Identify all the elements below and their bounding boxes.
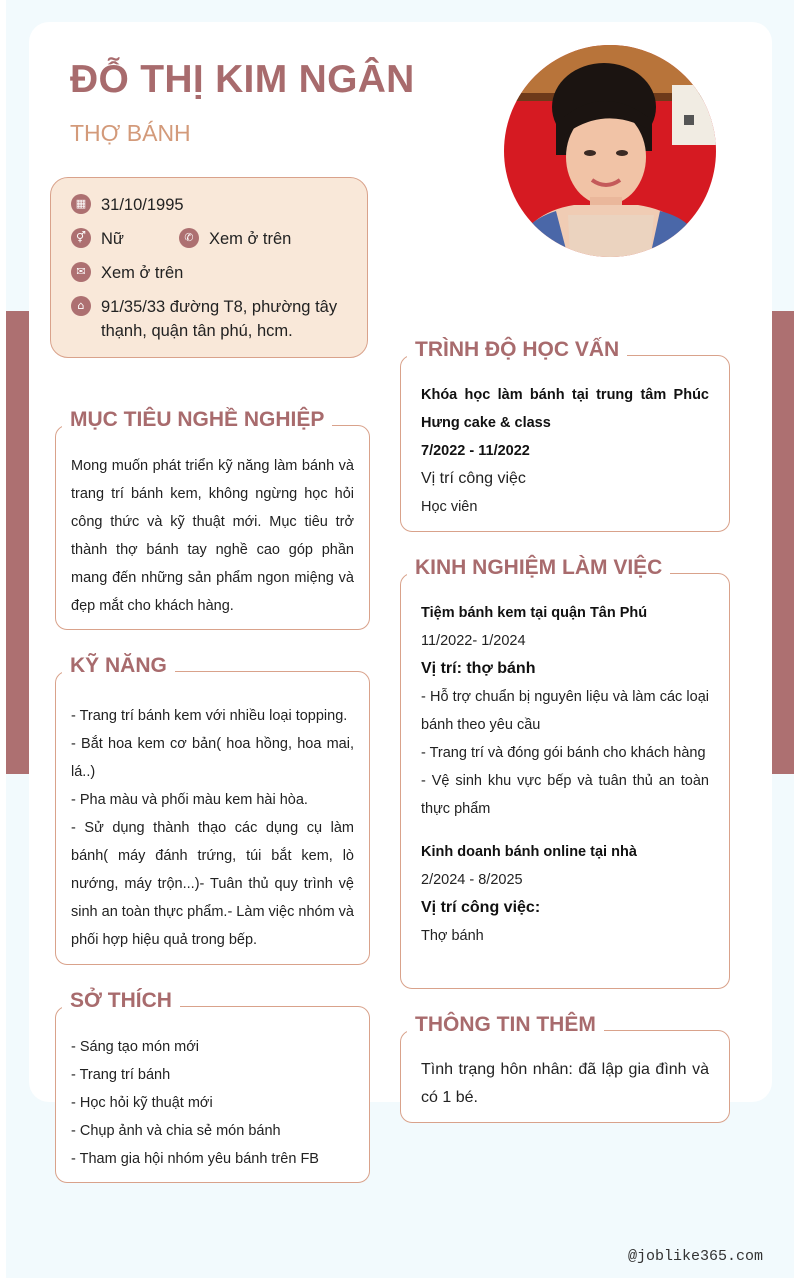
hobbies-section xyxy=(55,989,370,1183)
skill-item: - Pha màu và phối màu kem hài hòa. xyxy=(71,792,308,808)
skill-item: - Bắt hoa kem cơ bản( hoa hồng, hoa mai, lá..) xyxy=(71,736,354,780)
skills-list xyxy=(71,702,354,954)
avatar-illustration xyxy=(504,45,716,257)
email-text: Xem ở trên xyxy=(101,264,184,282)
education-school: Khóa học làm bánh tại trung tâm Phúc Hưng cake & class xyxy=(421,387,709,431)
experience-section xyxy=(400,556,730,989)
objective-title: MỤC TIÊU NGHỀ NGHIỆP xyxy=(62,404,332,436)
skills-section xyxy=(55,654,370,965)
job-company: Kinh doanh bánh online tại nhà xyxy=(421,844,637,860)
phone-text: Xem ở trên xyxy=(209,230,292,248)
candidate-name: ĐỖ THỊ KIM NGÂN xyxy=(70,58,415,101)
contact-info-box xyxy=(50,177,368,358)
job-duty: - Hỗ trợ chuẩn bị nguyên liệu và làm các loại bánh theo yêu cầu xyxy=(421,689,709,733)
hobby-item: - Chụp ảnh và chia sẻ món bánh xyxy=(71,1123,281,1139)
education-position: Học viên xyxy=(421,499,478,515)
education-section xyxy=(400,338,730,532)
right-accent-bar xyxy=(772,311,794,774)
job-duty: - Trang trí và đóng gói bánh cho khách hàng xyxy=(421,745,706,761)
objective-text: Mong muốn phát triển kỹ năng làm bánh và trang trí bánh kem, không ngừng học hỏi công thức và kỹ thuật mới. Mục tiêu trở thành thợ bánh tay nghề cao góp phần mang đến những sản phẩm ngon miệng và đẹp mắt cho khách hàng. xyxy=(71,458,354,614)
birthday-text: 31/10/1995 xyxy=(101,196,184,214)
phone-icon: ✆ xyxy=(179,228,199,248)
job-position-label: Vị trí công việc: xyxy=(421,899,541,916)
left-accent-bar xyxy=(6,311,30,774)
education-body xyxy=(421,381,709,521)
job-position: Thợ bánh xyxy=(421,928,484,944)
address-text: 91/35/33 đường T8, phường tây thạnh, quận tân phú, hcm. xyxy=(101,298,338,340)
job-period: 11/2022- 1/2024 xyxy=(421,633,526,649)
job-duty: - Vệ sinh khu vực bếp và tuân thủ an toàn thực phẩm xyxy=(421,773,709,817)
hobby-item: - Tham gia hội nhóm yêu bánh trên FB xyxy=(71,1151,319,1167)
hobbies-title: SỞ THÍCH xyxy=(62,985,180,1017)
skill-item: - Trang trí bánh kem với nhiều loại topping. xyxy=(71,708,348,724)
gender-icon: ⚥ xyxy=(71,228,91,248)
home-icon: ⌂ xyxy=(71,296,91,316)
skill-item: - Sử dụng thành thạo các dụng cụ làm bánh( máy đánh trứng, túi bắt kem, lò nướng, máy trộn...)- Tuân thủ quy trình vệ sinh an toàn thực phẩm.- Làm việc nhóm và phối hợp hiệu quả trong bếp. xyxy=(71,820,354,948)
extra-info-section xyxy=(400,1013,730,1123)
extra-info-title: THÔNG TIN THÊM xyxy=(407,1009,604,1041)
skills-title: KỸ NĂNG xyxy=(62,650,175,682)
gender-text: Nữ xyxy=(101,230,124,248)
avatar-photo xyxy=(504,45,716,257)
calendar-icon: ▦ xyxy=(71,194,91,214)
objective-section xyxy=(55,408,370,630)
watermark: @joblike365.com xyxy=(628,1248,764,1265)
job-position-label: Vị trí: thợ bánh xyxy=(421,660,536,677)
experience-body xyxy=(421,599,709,950)
education-title: TRÌNH ĐỘ HỌC VẤN xyxy=(407,334,627,366)
job-company: Tiệm bánh kem tại quận Tân Phú xyxy=(421,605,648,621)
experience-title: KINH NGHIỆM LÀM VIỆC xyxy=(407,552,670,584)
hobby-item: - Học hỏi kỹ thuật mới xyxy=(71,1095,213,1111)
hobby-item: - Trang trí bánh xyxy=(71,1067,171,1083)
candidate-job-title: THỢ BÁNH xyxy=(70,120,191,146)
extra-info-text: Tình trạng hôn nhân: đã lập gia đình và có 1 bé. xyxy=(421,1061,709,1106)
hobby-item: - Sáng tạo món mới xyxy=(71,1039,199,1055)
education-position-label: Vị trí công việc xyxy=(421,470,526,487)
hobbies-list xyxy=(71,1033,354,1173)
job-period: 2/2024 - 8/2025 xyxy=(421,872,523,888)
envelope-icon: ✉ xyxy=(71,262,91,282)
education-period: 7/2022 - 11/2022 xyxy=(421,443,530,459)
